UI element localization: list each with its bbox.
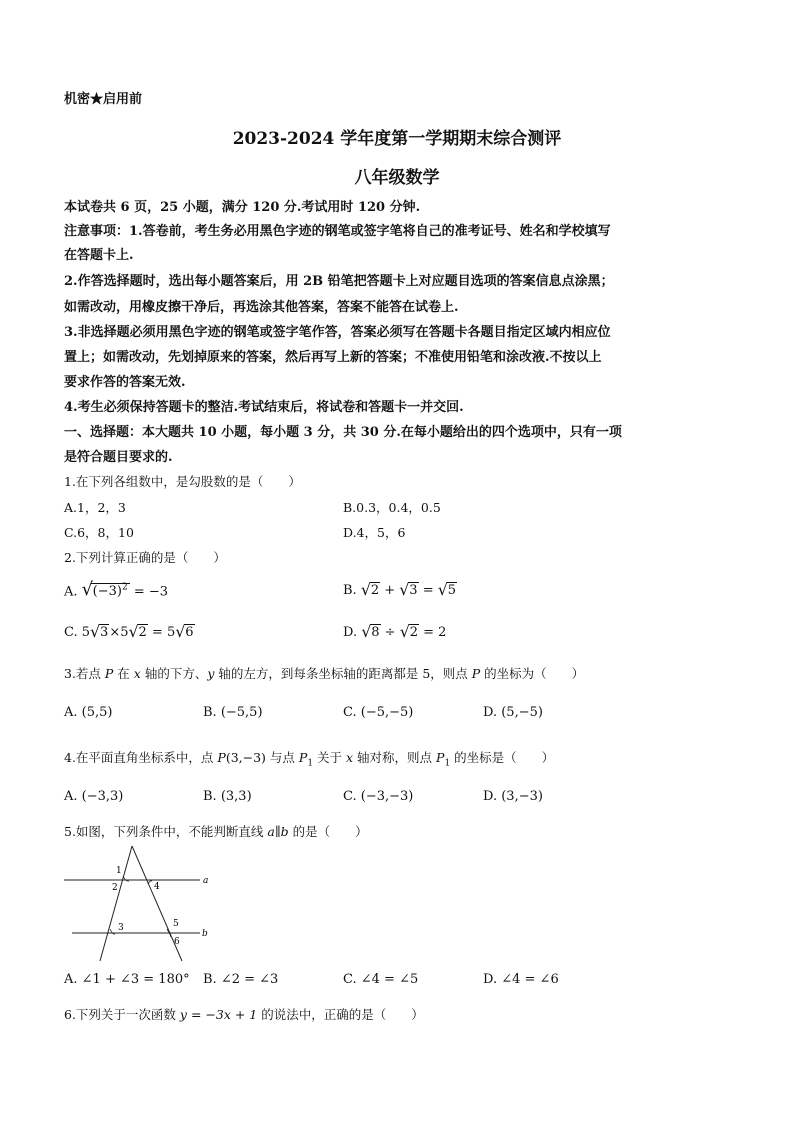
q1-option-d: D.4，5，6 — [343, 525, 406, 540]
notice-4: 4.考生必须保持答题卡的整洁.考试结束后，将试卷和答题卡一并交回. — [64, 400, 464, 415]
exam-subtitle: 八年级数学 — [354, 168, 440, 188]
q2-option-c: C. 5 √ 3×5 √ 2 = 5 √ 6 — [64, 622, 194, 641]
radical-sign-icon: √ — [437, 580, 448, 599]
notice-1b: 在答题卡上. — [64, 248, 134, 263]
q4-option-a: A. (−3,3) — [64, 789, 124, 804]
notice-1a: 注意事项：1.答卷前，考生务必用黑色字迹的钢笔或签字笔将自己的准考证号、姓名和学校填写 — [64, 224, 611, 239]
q5-stem: 5.如图，下列条件中，不能判断直线 a∥b 的是（ ） — [64, 824, 368, 839]
secret-label: 机密★启用前 — [64, 92, 143, 107]
radical-sign-icon: √ — [81, 579, 94, 600]
q3-option-a: A. (5,5) — [64, 705, 113, 720]
intro-line: 本试卷共 6 页，25 小题，满分 120 分.考试用时 120 分钟. — [64, 200, 421, 215]
q2-option-b: B. √ 2 + √ 3 = √ 5 — [343, 580, 457, 599]
radical-sign-icon: √ — [90, 622, 101, 641]
q1-stem: 1.在下列各组数中，是勾股数的是（ ） — [64, 474, 301, 489]
radical-sign-icon: √ — [175, 622, 186, 641]
q1-option-a: A.1，2，3 — [64, 500, 126, 515]
fig-label-4: 4 — [154, 882, 160, 892]
fig-label-2: 2 — [112, 883, 118, 893]
section-heading-a: 一、选择题：本大题共 10 小题，每小题 3 分，共 30 分.在每小题给出的四个选项中，只有一项 — [64, 425, 622, 440]
section-heading-b: 是符合题目要求的. — [64, 450, 173, 465]
fig-label-b: b — [202, 929, 208, 939]
notice-3b: 置上；如需改动，先划掉原来的答案，然后再写上新的答案；不准使用铅笔和涂改液.不按以上 — [64, 350, 602, 365]
fig-label-a: a — [203, 876, 209, 886]
exam-title: 2023-2024 学年度第一学期期末综合测评 — [232, 129, 562, 149]
notice-2a: 2.作答选择题时，选出每小题答案后，用 2B 铅笔把答题卡上对应题目选项的答案信息点涂黑； — [64, 274, 614, 289]
q5-parallel-lines-figure — [60, 843, 220, 968]
q3-option-d: D. (5,−5) — [483, 705, 543, 720]
q5-option-b: B. ∠2 = ∠3 — [203, 972, 279, 987]
q4-option-c: C. (−3,−3) — [343, 789, 414, 804]
q1-option-c: C.6，8，10 — [64, 525, 134, 540]
q2-option-d: D. √ 8 ÷ √ 2 = 2 — [343, 622, 447, 641]
q3-option-b: B. (−5,5) — [203, 705, 263, 720]
q6-stem: 6.下列关于一次函数 y = −3x + 1 的说法中，正确的是（ ） — [64, 1007, 424, 1022]
fig-label-3: 3 — [118, 923, 124, 933]
notice-3a: 3.非选择题必须用黑色字迹的钢笔或签字笔作答，答案必须写在答题卡各题目指定区域内相应位 — [64, 325, 611, 340]
radical-sign-icon: √ — [399, 580, 410, 599]
q4-option-d: D. (3,−3) — [483, 789, 543, 804]
q4-stem: 4.在平面直角坐标系中，点 P(3,−3) 与点 $P_1$ 关于 x 轴对称，则点 $P_1$ 的坐标是（ ） — [64, 750, 555, 769]
radical-sign-icon: √ — [128, 622, 139, 641]
q1-option-b: B.0.3，0.4，0.5 — [343, 500, 441, 515]
notice-2b: 如需改动，用橡皮擦干净后，再选涂其他答案，答案不能答在试卷上. — [64, 300, 459, 315]
q5-option-c: C. ∠4 = ∠5 — [343, 972, 419, 987]
fig-label-1: 1 — [116, 866, 122, 876]
q5-option-d: D. ∠4 = ∠6 — [483, 972, 559, 987]
q5-option-a: A. ∠1 + ∠3 = 180° — [64, 972, 190, 987]
notice-3c: 要求作答的答案无效. — [64, 375, 186, 390]
transversal-left — [100, 846, 132, 961]
q3-stem: 3.若点 P 在 x 轴的下方、y 轴的左方，到每条坐标轴的距离都是 5，则点 P 的坐标为（ ） — [64, 666, 585, 681]
radical-sign-icon: √ — [360, 580, 372, 599]
q4-option-b: B. (3,3) — [203, 789, 252, 804]
q2-option-a: A. √ $(-3)^2 = -3$ — [64, 579, 169, 600]
radical-sign-icon: √ — [399, 622, 410, 641]
q2-stem: 2.下列计算正确的是（ ） — [64, 550, 226, 565]
radical-sign-icon: √ — [361, 622, 372, 641]
q3-option-c: C. (−5,−5) — [343, 705, 414, 720]
fig-label-6: 6 — [174, 937, 180, 947]
fig-label-5: 5 — [173, 919, 179, 929]
sqrt-expression: √ $(-3)^2$ — [81, 579, 128, 600]
